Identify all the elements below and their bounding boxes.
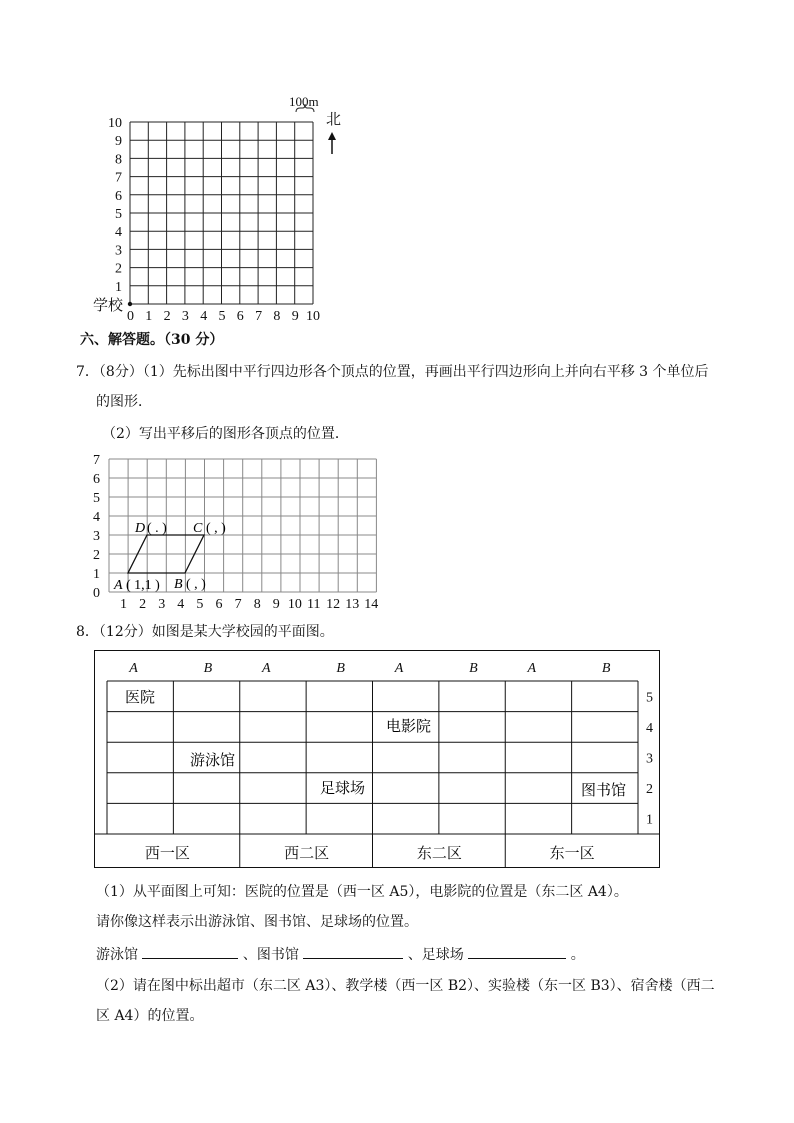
map-row-label: 2 [646,782,653,798]
north-arrowhead-icon [328,132,336,140]
map-column-header: B [203,661,213,676]
grid2-x-tick-label: 11 [307,597,321,612]
grid1-y-tick-label: 6 [115,188,122,204]
q8-fill-line [96,944,585,965]
grid1-x-tick-label: 3 [181,309,189,324]
place-pool: 游泳馆 [190,753,236,769]
grid2-y-tick-label: 3 [93,529,100,544]
map-zone-label: 西二区 [284,846,330,862]
map-column-header: A [394,661,404,676]
north-label: 北 [326,112,342,128]
grid1-x-tick-label: 1 [145,309,153,324]
grid2-x-tick-label: 9 [272,597,280,612]
q7-line2: 的图形． [96,394,152,410]
grid1-x-tick-label: 7 [255,309,263,324]
vertex-b-coord: ( , ) [186,577,206,592]
grid2-x-tick-label: 14 [364,597,379,612]
vertex-d-label: D [135,521,146,536]
origin-point [128,302,132,306]
library-answer-blank[interactable] [303,944,403,959]
map-column-header: A [527,661,536,676]
fill-pool-label: 游泳馆 [96,947,138,963]
place-cinema: 电影院 [386,719,432,735]
grid1-y-tick-label: 5 [115,207,122,222]
fill-end: 。 [570,947,585,963]
grid2-x-tick-label: 12 [326,597,341,612]
map-column-header: B [336,661,345,676]
q8-sub2-line1: （2）请在图中标出超市（东二区 A3）、教学楼（西一区 B2）、实验楼（东一区 B3）、宿舍楼（西二 [96,978,715,994]
scale-label: 100m [289,94,319,109]
q7-line3: （2）写出平移后的图形各顶点的位置． [102,426,349,442]
parallelogram-grid [88,450,388,614]
grid1-x-tick-label: 0 [127,309,134,324]
grid1-x-tick-label: 4 [200,309,208,324]
grid2-x-tick-label: 10 [287,597,302,612]
q8-title: 8．（12分）如图是某大学校园的平面图。 [76,624,334,640]
place-hospital: 医院 [125,690,156,706]
grid2-x-tick-label: 8 [253,597,261,612]
map-row-label: 4 [646,720,653,736]
place-football: 足球场 [320,781,366,797]
grid1-y-tick-label: 10 [108,116,122,131]
map-column-header: A [261,661,271,676]
grid2-x-tick-label: 5 [196,597,204,612]
vertex-d-coord: ( . ) [147,521,167,536]
grid2-x-tick-label: 3 [158,597,166,612]
grid1-x-tick-label: 8 [273,309,281,324]
grid2-y-tick-label: 5 [93,491,100,506]
map-row-label: 5 [646,690,653,706]
map-zone-label: 东二区 [416,846,462,862]
q7-line1: 7．（8分）（1）先标出图中平行四边形各个顶点的位置，再画出平行四边形向上并向右平移 3 个单位后 [76,364,709,380]
q8-sub2-line2: 区 A4）的位置。 [96,1008,204,1024]
grid1-y-tick-label: 8 [115,152,122,168]
grid2-y-tick-label: 6 [93,472,100,487]
fill-library-label: 、图书馆 [242,947,299,963]
vertex-c-label: C [193,521,203,536]
map-row-label: 1 [646,812,653,828]
origin-label: 学校 [93,298,124,314]
grid1-x-tick-label: 9 [291,309,299,324]
grid1-y-tick-label: 2 [115,261,122,277]
grid2-y-tick-label: 4 [93,510,100,525]
map-row-label: 3 [646,751,653,767]
place-library: 图书馆 [581,783,627,799]
school-location-grid [90,92,360,324]
map-column-header: B [469,661,478,676]
pool-answer-blank[interactable] [142,944,238,959]
vertex-c-coord: ( , ) [206,521,226,536]
grid2-x-tick-label: 4 [177,597,185,612]
football-answer-blank[interactable] [468,944,566,959]
section-title: 六、解答题。（30 分） [80,332,224,348]
grid2-y-tick-label: 1 [93,567,100,582]
grid2-x-tick-label: 7 [234,597,242,612]
grid2-x-tick-label: 13 [345,597,360,612]
map-zone-label: 西一区 [144,846,190,862]
grid2-y-tick-label: 2 [93,548,100,563]
campus-map [94,650,662,870]
map-column-header: A [129,661,138,676]
grid2-x-tick-label: 1 [120,597,127,612]
grid1-y-tick-label: 3 [115,243,122,259]
grid1-y-tick-label: 7 [115,170,122,186]
grid2-y-tick-label: 7 [93,453,100,468]
grid1-y-tick-label: 9 [115,134,122,150]
grid2-x-tick-label: 2 [139,597,147,612]
vertex-a-coord: ( 1,1 ) [126,578,160,593]
grid1-y-tick-label: 1 [115,279,122,295]
grid1-x-tick-label: 2 [163,309,171,324]
vertex-b-label: B [174,577,183,592]
map-zone-label: 东一区 [549,846,595,862]
fill-football-label: 、足球场 [407,947,464,963]
q8-sub1-line2: 请你像这样表示出游泳馆、图书馆、足球场的位置。 [96,914,418,930]
q8-sub1-line1: （1）从平面图上可知：医院的位置是（西一区 A5），电影院的位置是（东二区 A4）。 [96,884,628,900]
grid1-x-tick-label: 5 [218,309,226,324]
grid1-x-tick-label: 10 [306,309,320,324]
grid1-x-tick-label: 6 [236,309,244,324]
grid2-y-tick-label: 0 [93,586,100,601]
map-column-header: B [601,661,611,676]
grid1-y-tick-label: 4 [115,225,122,241]
vertex-a-label: A [114,578,123,593]
grid2-x-tick-label: 6 [215,597,223,612]
